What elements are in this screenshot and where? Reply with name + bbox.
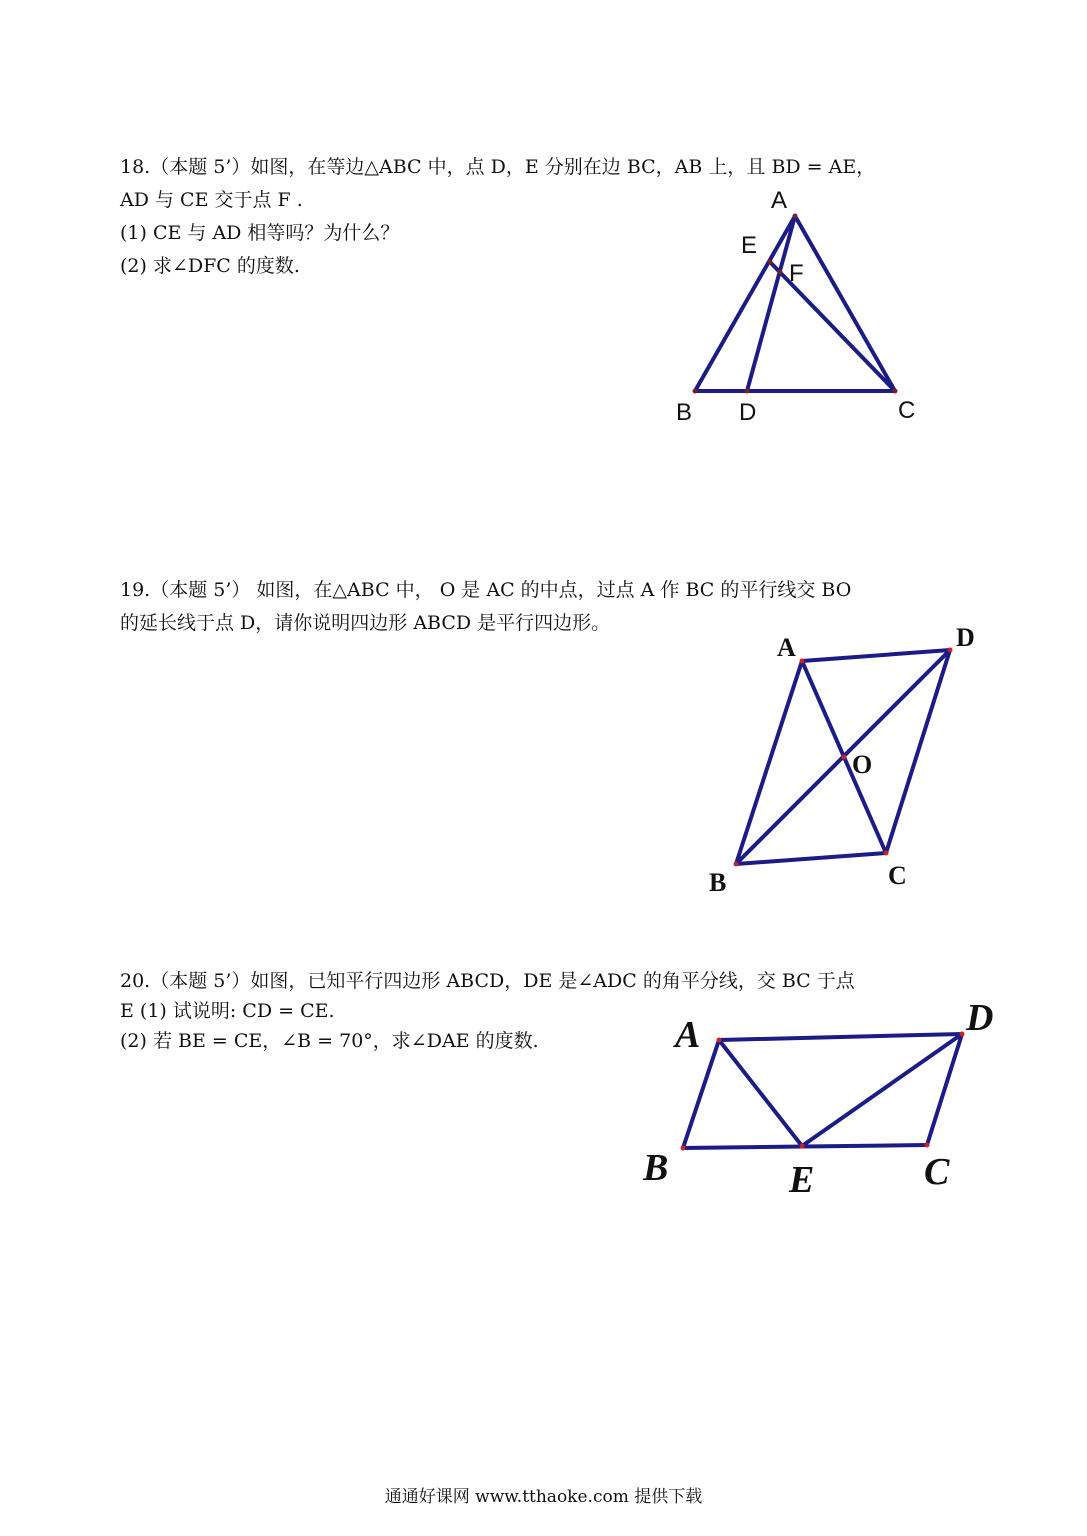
- q20-segment-de: [802, 1034, 962, 1146]
- q19-label-a: A: [777, 633, 796, 662]
- q20-label-a: A: [675, 1014, 701, 1056]
- q18-label-a: A: [771, 187, 788, 214]
- q18-label-b: B: [676, 399, 693, 426]
- q20-line-1: 20.（本题 5’）如图，已知平行四边形 ABCD，DE 是∠ADC 的角平分线，交 BC 于点: [120, 970, 855, 992]
- q19-label-b: B: [709, 868, 727, 897]
- q19-label-d: D: [956, 623, 975, 652]
- q18-line-1: 18.（本题 5’）如图，在等边△ABC 中，点 D，E 分别在边 BC，AB 上，且 BD = AE，: [120, 156, 876, 178]
- q18-label-f: F: [789, 260, 804, 287]
- q18-label-d: D: [739, 399, 757, 426]
- q19-line-1: 19.（本题 5’） 如图，在△ABC 中， O 是 AC 的中点，过点 A 作 BC 的平行线交 BO: [120, 579, 852, 601]
- q20-line-3: (2) 若 BE = CE，∠B = 70°，求∠DAE 的度数.: [120, 1030, 539, 1052]
- q20-point-d: [960, 1032, 965, 1037]
- page-footer: 通通好课网 www.tthaoke.com 提供下载: [384, 1487, 703, 1507]
- q18-label-c: C: [898, 397, 916, 424]
- q19-label-c: C: [888, 861, 907, 890]
- q20-label-c: C: [924, 1151, 950, 1193]
- q20-point-b: [681, 1146, 686, 1151]
- q18-line-4: (2) 求∠DFC 的度数.: [120, 255, 300, 277]
- q20-side-ba: [683, 1040, 719, 1148]
- q18-line-3: (1) CE 与 AD 相等吗？为什么？: [120, 222, 400, 244]
- q20-line-2: E (1) 试说明: CD = CE.: [120, 1000, 335, 1022]
- q20-label-e: E: [789, 1159, 815, 1201]
- q19-label-o: O: [852, 750, 873, 779]
- q20-point-a: [717, 1038, 722, 1043]
- q20-segment-ae: [719, 1040, 802, 1146]
- q20-side-dc: [927, 1034, 962, 1145]
- q20-point-c: [925, 1143, 930, 1148]
- q19-line-2: 的延长线于点 D，请你说明四边形 ABCD 是平行四边形。: [120, 612, 611, 634]
- q18-line-2: AD 与 CE 交于点 F .: [120, 189, 303, 211]
- q20-side-ad: [719, 1034, 962, 1040]
- q20-label-d: D: [966, 997, 994, 1039]
- q20-point-e: [800, 1144, 805, 1149]
- q20-label-b: B: [643, 1147, 669, 1189]
- q18-label-e: E: [741, 232, 758, 259]
